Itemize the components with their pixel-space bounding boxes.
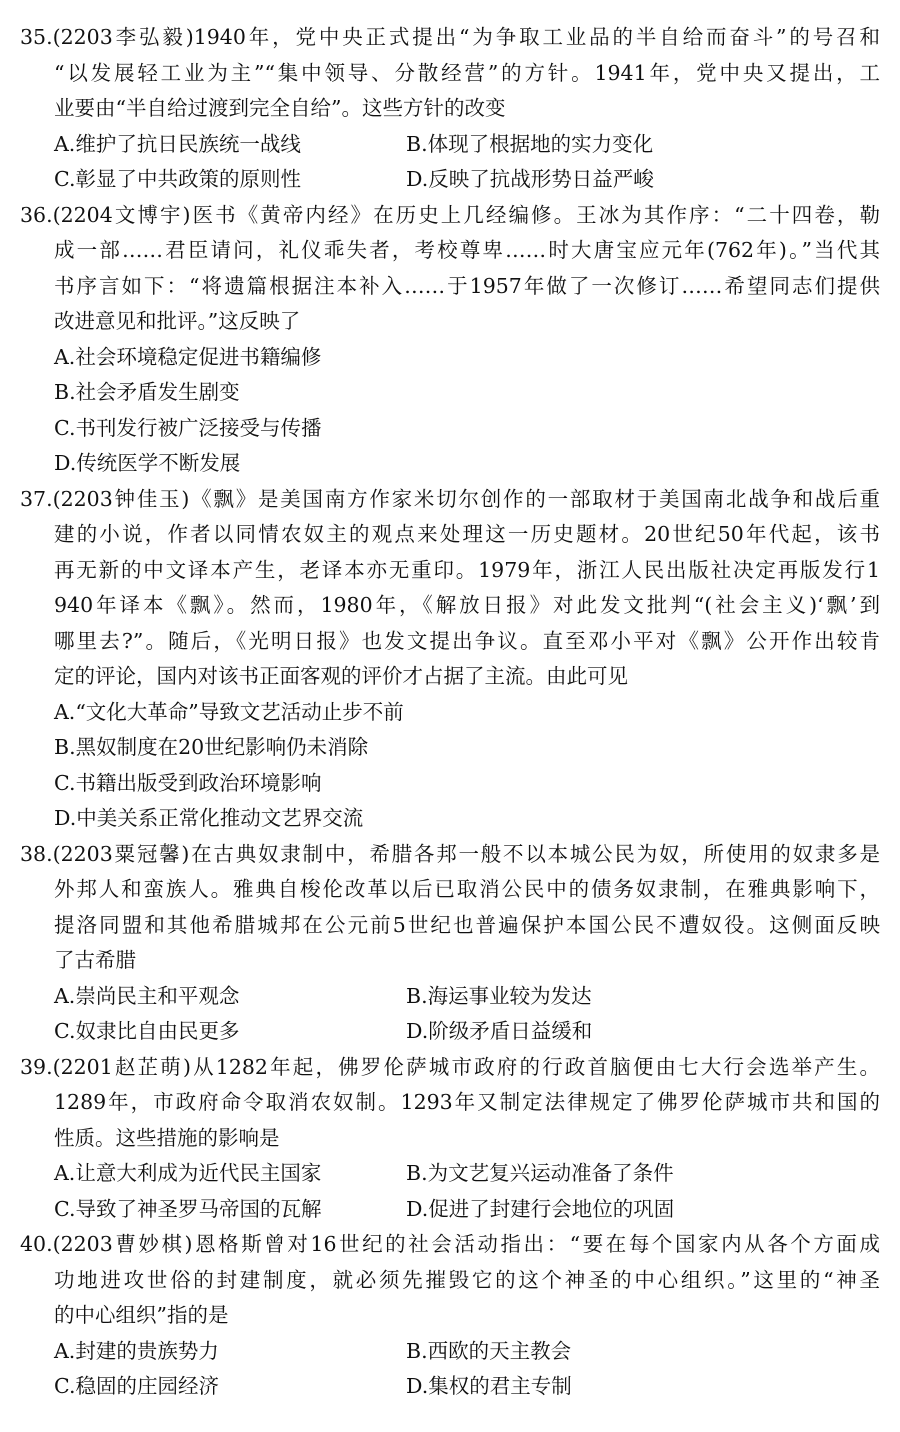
question-text-line: 1289年，市政府命令取消农奴制。1293年又制定法律规定了佛罗伦萨城市共和国的 (54, 1090, 880, 1114)
option-c: C.书籍出版受到政治环境影响 (54, 771, 322, 795)
option-a: A.让意大利成为近代民主国家 (54, 1161, 322, 1185)
option-b: B.为文艺复兴运动准备了条件 (406, 1161, 674, 1185)
question-text-line: 再无新的中文译本产生，老译本亦无重印。1979年，浙江人民出版社决定再版发行1 (54, 558, 880, 582)
option-c: C.彰显了中共政策的原则性 (54, 167, 301, 191)
option-a: A.维护了抗日民族统一战线 (54, 132, 301, 156)
question-text-line: 940年译本《飘》。然而，1980年，《解放日报》对此发文批判“(社会主义)‘飘’到 (54, 593, 880, 617)
option-a: A.封建的贵族势力 (54, 1339, 219, 1363)
option-d: D.促进了封建行会地位的巩固 (406, 1197, 675, 1221)
option-b: B.海运事业较为发达 (406, 984, 592, 1008)
question-text-line: 39.(2201赵芷萌)从1282年起，佛罗伦萨城市政府的行政首脑便由七大行会选举产生。 (20, 1055, 880, 1079)
question-text-line: 性质。这些措施的影响是 (54, 1126, 280, 1150)
option-d: D.反映了抗战形势日益严峻 (406, 167, 654, 191)
option-c: C.书刊发行被广泛接受与传播 (54, 416, 322, 440)
option-a: A.“文化大革命”导致文艺活动止步不前 (54, 700, 404, 724)
question-text-line: “以发展轻工业为主”“集中领导、分散经营”的方针。1941年，党中央又提出，工 (54, 61, 880, 85)
option-c: C.导致了神圣罗马帝国的瓦解 (54, 1197, 322, 1221)
question-text-line: 36.(2204文博宇)医书《黄帝内经》在历史上几经编修。王冰为其作序：“二十四卷，勒 (20, 203, 880, 227)
question-text-line: 功地进攻世俗的封建制度，就必须先摧毁它的这个神圣的中心组织。”这里的“神圣 (54, 1268, 880, 1292)
question-text-line: 书序言如下：“将遗篇根据注本补入……于1957年做了一次修订……希望同志们提供 (54, 274, 880, 298)
question-text-line: 40.(2203曹妙棋)恩格斯曾对16世纪的社会活动指出：“要在每个国家内从各个方面成 (20, 1232, 880, 1256)
option-a: A.社会环境稳定促进书籍编修 (54, 345, 322, 369)
question-text-line: 业要由“半自给过渡到完全自给”。这些方针的改变 (54, 96, 506, 120)
option-b: B.西欧的天主教会 (406, 1339, 572, 1363)
option-d: D.传统医学不断发展 (54, 451, 241, 475)
option-b: B.体现了根据地的实力变化 (406, 132, 654, 156)
option-d: D.集权的君主专制 (406, 1374, 572, 1398)
option-b: B.社会矛盾发生剧变 (54, 380, 240, 404)
question-text-line: 改进意见和批评。”这反映了 (54, 309, 301, 333)
option-d: D.阶级矛盾日益缓和 (406, 1019, 593, 1043)
question-text-line: 37.(2203钟佳玉)《飘》是美国南方作家米切尔创作的一部取材于美国南北战争和战后重 (20, 487, 880, 511)
option-c: C.稳固的庄园经济 (54, 1374, 219, 1398)
question-text-line: 35.(2203李弘毅)1940年，党中央正式提出“为争取工业品的半自给而奋斗”的号召和 (20, 25, 880, 49)
option-d: D.中美关系正常化推动文艺界交流 (54, 806, 364, 830)
question-text-line: 成一部……君臣请问，礼仪乖失者，考校尊卑……时大唐宝应元年(762年)。”当代其 (54, 238, 880, 262)
question-text-line: 的中心组织”指的是 (54, 1303, 229, 1327)
question-text-line: 提洛同盟和其他希腊城邦在公元前5世纪也普遍保护本国公民不遭奴役。这侧面反映 (54, 913, 880, 937)
question-text-line: 了古希腊 (54, 948, 136, 972)
question-text-line: 38.(2203粟冠馨)在古典奴隶制中，希腊各邦一般不以本城公民为奴，所使用的奴隶多是 (20, 842, 880, 866)
question-text-line: 建的小说，作者以同情农奴主的观点来处理这一历史题材。20世纪50年代起，该书 (54, 522, 880, 546)
option-c: C.奴隶比自由民更多 (54, 1019, 240, 1043)
question-text-line: 外邦人和蛮族人。雅典自梭伦改革以后已取消公民中的债务奴隶制，在雅典影响下， (54, 877, 880, 901)
option-a: A.崇尚民主和平观念 (54, 984, 240, 1008)
question-text-line: 哪里去?”。随后，《光明日报》也发文提出争议。直至邓小平对《飘》公开作出较肯 (54, 629, 880, 653)
question-text-line: 定的评论，国内对该书正面客观的评价才占据了主流。由此可见 (54, 664, 628, 688)
option-b: B.黑奴制度在20世纪影响仍未消除 (54, 735, 369, 759)
